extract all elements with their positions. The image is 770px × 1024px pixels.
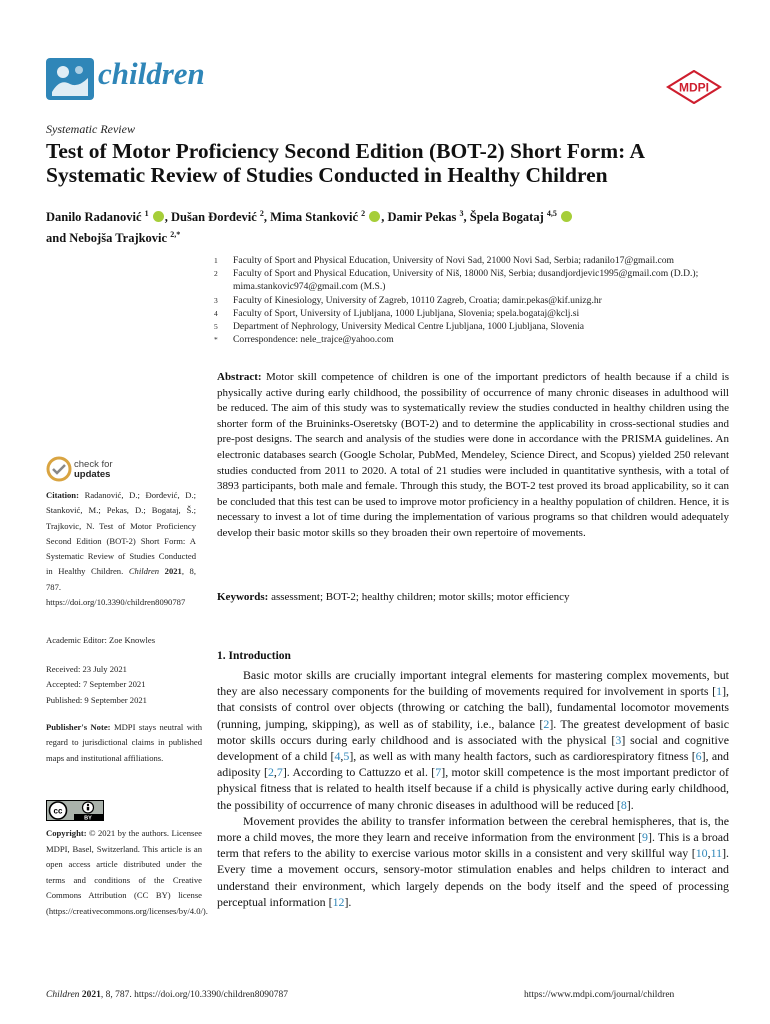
intro-text: , xyxy=(273,765,277,780)
author-name[interactable]: Nebojša Trajkovic xyxy=(69,231,171,246)
author-name[interactable]: Mima Stanković xyxy=(270,210,362,225)
intro-text: ]. xyxy=(626,797,634,812)
received-date: Received: 23 July 2021 xyxy=(46,664,127,674)
reference-link[interactable]: 9 xyxy=(642,830,648,845)
author-name[interactable]: Dušan Đorđević xyxy=(171,210,260,225)
reference-link[interactable]: 4 xyxy=(334,749,341,764)
affiliation-text: Correspondence: nele_trajce@yahoo.com xyxy=(233,334,394,346)
intro-text: ] social and cognitive development of a child [ xyxy=(217,732,729,764)
check-for-updates-button[interactable] xyxy=(46,456,166,486)
intro-text: ], motor skill competence is the most important predictor of physical fitness that is related to health itself because if a child is physically active during early childhood, the possibility of occurrence of many chronic diseases in adulthood will be reduced [ xyxy=(217,765,730,812)
keywords-label: Keywords: xyxy=(217,591,269,603)
author-affiliation-number: 2 xyxy=(259,209,264,218)
journal-name: children xyxy=(98,56,205,91)
affiliation-text: Faculty of Sport, University of Ljubljana, 1000 Ljubljana, Slovenia; spela.bogataj@kclj.si xyxy=(233,307,580,319)
mdpi-logo-icon[interactable] xyxy=(666,70,722,104)
section-heading-introduction: 1. Introduction xyxy=(217,650,291,662)
footer-journal-url[interactable]: https://www.mdpi.com/journal/children xyxy=(524,990,675,1000)
affiliation-number: 5 xyxy=(214,322,218,332)
citation-text: Radanović, D.; Đorđević, D.; Stanković, M.; Pekas, D.; Bogataj, Š.; Trajkovic, N. Test of Motor Proficiency Second Edition (BOT-2) Short Form: A Systematic Review of Studies Conducted in Healthy Children. xyxy=(46,490,196,577)
intro-paragraph-1 xyxy=(217,667,729,813)
published-date: Published: 9 September 2021 xyxy=(46,694,147,705)
article-type: Systematic Review xyxy=(46,122,135,136)
author-name[interactable]: Špela Bogataj xyxy=(469,210,547,225)
footer-citation xyxy=(46,990,288,1000)
affiliation-text: Department of Nephrology, University Medical Centre Ljubljana, 1000 Ljubljana, Slovenia xyxy=(233,321,585,333)
intro-text: ], that consists of control over objects (throwing or catching the ball), fundamental locomotor movements (running, jumping, skipping), as well as of stability, i.e., balance [ xyxy=(217,684,729,731)
citation-label: Citation: xyxy=(46,490,79,500)
abstract-text: Motor skill competence of children is one of the important predictors of health because if a child is physically active during early childhood, the possibility of occurrence of many chronic diseases in adulthood will be reduced. The aim of this study was to systematically review the studies conducted in healthy children using the shorter form of the Bruininks-Oseretsky (BOT-2) and to determine the applicability in cross-sectional studies and pre-post designs. The search and analysis of the studies were done in accordance with the PRISMA guidelines. An electronic databases search (Google Scholar, PubMed, Mendeley, Science Direct, and Scopus) yielded 250 relevant studies conducted from 2011 to 2020. A total of 21 studies were included in quantitative synthesis, with a total of 3893 participants, both male and female. Through this study, the BOT-2 test proved its broad applicability, so it can be concluded that this test can be used to improve motor proficiency in a healthy population of children. Hence, it is necessary to invest a lot of time during the implementation of various programs so that children would adequately develop their basic motor skills so they broaden their own repertoire of movements. xyxy=(217,371,729,539)
intro-text: ], and adiposity [ xyxy=(217,749,729,780)
keywords-text: assessment; BOT-2; healthy children; motor skills; motor efficiency xyxy=(271,591,570,603)
author-affiliation-number: 2 xyxy=(361,209,366,218)
affiliation-text: Faculty of Sport and Physical Education, University of Niš, 18000 Niš, Serbia; dusandjordjevic1995@gmail.com (D.D.); mima.stankovic974@gmail.com (M.S.) xyxy=(233,268,699,293)
affiliation-item xyxy=(214,307,734,320)
publication-dates xyxy=(46,662,202,708)
intro-text: ]. Every time a movement occurs, sensory-motor stimulation enables and helps children to interact and understand their environment, which largely depends on the body itself and the speed of processing perceptual information [ xyxy=(217,846,729,909)
copyright-notice xyxy=(46,826,208,920)
intro-text: ]. This is a broad term that refers to the ability to exercise various motor skills in a consistent and very skillful way [ xyxy=(217,830,730,861)
author-list: Danilo Radanović $^1$ , Dušan Đorđević $^2$, Mima Stanković $^2$ , Damir Pekas $^3$, Špela Bogataj $^{4,5}$ and Nebojša Trajkovic $^{2,*}$ xyxy=(46,205,736,247)
affiliation-number: 3 xyxy=(214,295,218,305)
affiliation-number: 1 xyxy=(214,256,218,265)
footer-journal: Children xyxy=(46,990,80,1000)
intro-text: Basic motor skills are crucially important integral elements for mastering complex movements, but they are also necessary components for the building of movements required for involvement in sports [ xyxy=(217,668,729,699)
affiliations xyxy=(214,254,734,346)
author-affiliation-number: 1 xyxy=(144,209,149,218)
intro-text: , xyxy=(340,749,344,764)
intro-text: , xyxy=(707,846,711,861)
accepted-date: Accepted: 7 September 2021 xyxy=(46,679,146,690)
affiliation-number: 2 xyxy=(214,269,218,279)
author-name[interactable]: Danilo Radanović xyxy=(46,210,145,225)
check-updates-line1: check for xyxy=(74,459,113,470)
reference-link[interactable]: 2 xyxy=(267,765,274,780)
affiliation-number: 4 xyxy=(214,308,218,318)
author-name[interactable]: Damir Pekas xyxy=(387,210,460,225)
orcid-icon[interactable] xyxy=(561,211,572,222)
affiliation-item xyxy=(214,267,734,293)
reference-link[interactable]: 10 xyxy=(695,846,708,861)
citation-year: 2021 xyxy=(164,566,182,577)
introduction-body xyxy=(217,667,729,910)
reference-link[interactable]: 3 xyxy=(615,732,622,747)
affiliation-item xyxy=(214,333,734,346)
cc-by-label: BY xyxy=(84,815,92,821)
footer-year: 2021 xyxy=(81,990,101,1000)
affiliation-item xyxy=(214,254,734,267)
orcid-icon[interactable] xyxy=(369,211,380,222)
reference-link[interactable]: 5 xyxy=(343,749,350,764)
article-title: Test of Motor Proficiency Second Edition (BOT-2) Short Form: A Systematic Review of Studies Conducted in Healthy Children xyxy=(46,139,644,187)
reference-link[interactable]: 2 xyxy=(543,716,550,731)
intro-text: ]. The greatest development of basic motor skills occurs during early childhood and is associated with the physical [ xyxy=(217,716,729,747)
affiliation-item xyxy=(214,294,734,307)
keywords xyxy=(217,590,729,605)
affiliation-number: * xyxy=(214,335,218,345)
affiliation-text: Faculty of Sport and Physical Education, University of Novi Sad, 21000 Novi Sad, Serbia; radanilo17@gmail.com xyxy=(233,255,675,266)
svg-text:cc: cc xyxy=(53,806,63,816)
citation-block xyxy=(46,488,196,610)
author-and: and xyxy=(46,231,70,246)
citation-volume-doi[interactable]: , 8, 787. https://doi.org/10.3390/children8090787 xyxy=(46,566,197,608)
intro-text: ]. According to Cattuzzo et al. [ xyxy=(282,765,436,780)
reference-link[interactable]: 7 xyxy=(276,765,283,780)
intro-paragraph-2 xyxy=(217,813,729,910)
citation-journal: Children xyxy=(128,566,160,577)
copyright-label: Copyright: xyxy=(46,828,87,838)
reference-link[interactable]: 1 xyxy=(716,684,723,699)
academic-editor: Academic Editor: Zoe Knowles xyxy=(46,635,156,645)
reference-link[interactable]: 6 xyxy=(695,749,702,764)
intro-text: ]. xyxy=(344,894,352,909)
intro-text: ], as well as with many health factors, such as cardiorespiratory fitness [ xyxy=(349,749,696,764)
author-affiliation-number: 2,* xyxy=(170,230,181,240)
author-affiliation-number: 3 xyxy=(459,209,464,218)
journal-logo-icon xyxy=(46,58,94,100)
intro-text: Movement provides the ability to transfer information between the cerebral hemispheres, that is, the more a child moves, the more they learn and receive information from the environment [ xyxy=(217,813,729,845)
reference-link[interactable]: 8 xyxy=(620,797,627,812)
check-updates-line2: updates xyxy=(74,469,111,480)
author-affiliation-number: 4,5 xyxy=(546,209,557,218)
publisher-note-text: MDPI stays neutral with regard to jurisdictional claims in published maps and institutional affiliations. xyxy=(46,722,202,763)
affiliation-item xyxy=(214,320,734,333)
abstract xyxy=(217,370,729,542)
check-updates-icon xyxy=(46,456,72,482)
publisher-note-label: Publisher's Note: xyxy=(46,722,111,732)
publisher-name: MDPI xyxy=(679,80,709,95)
publisher-note xyxy=(46,720,202,766)
abstract-label: Abstract: xyxy=(217,371,262,383)
copyright-text: © 2021 by the authors. Licensee MDPI, Basel, Switzerland. This article is an open access article distributed under the terms and conditions of the Creative Commons Attribution (CC BY) license (https://creativecommons.org/licenses/by/4.0/). xyxy=(46,828,208,916)
cc-by-license-icon[interactable] xyxy=(46,800,104,821)
reference-link[interactable]: 7 xyxy=(435,765,442,780)
affiliation-text: Faculty of Kinesiology, University of Zagreb, 10110 Zagreb, Croatia; damir.pekas@kif.unizg.hr xyxy=(233,294,602,306)
reference-link[interactable]: 11 xyxy=(710,846,723,861)
footer-volume-doi[interactable]: , 8, 787. https://doi.org/10.3390/children8090787 xyxy=(100,990,288,1000)
orcid-icon[interactable] xyxy=(153,211,164,222)
reference-link[interactable]: 12 xyxy=(332,894,345,909)
